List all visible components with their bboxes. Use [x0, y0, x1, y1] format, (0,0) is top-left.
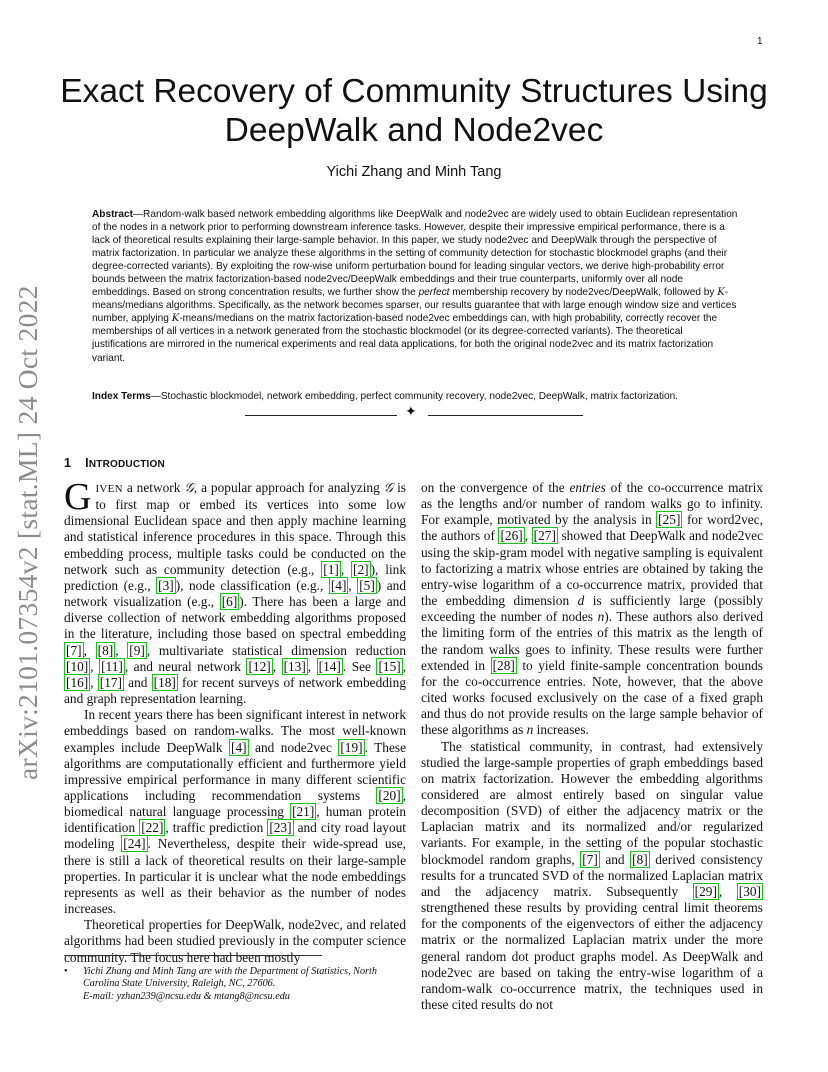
index-terms	[92, 390, 738, 403]
citation-link[interactable]: [23]	[269, 820, 292, 836]
section-title-initial: I	[85, 456, 89, 470]
citation-link[interactable]: [7]	[66, 642, 82, 658]
citation-link[interactable]: [20]	[378, 787, 401, 803]
paragraph	[64, 476, 407, 707]
text: ,	[272, 658, 282, 674]
abstract-emphasis: perfect	[418, 287, 450, 299]
footnote	[64, 966, 406, 1003]
citation-link[interactable]: [29]	[694, 883, 717, 899]
text: ,	[402, 658, 407, 674]
text: ) and network visualization (e.g.,	[64, 577, 406, 610]
text: and	[599, 851, 631, 867]
text: is to first map or embed its vertices into some low dimensional Euclidean space and then apply machine learning and statistical inference procedures in this space. Through this embedding process, multiple tasks could be conducted on the network such as community detection (e.g.,	[64, 480, 406, 577]
citation-link[interactable]: [30]	[738, 883, 761, 899]
section-number: 1	[64, 456, 72, 470]
text: ,	[83, 642, 96, 658]
math-graph-symbol: 𝒢	[184, 480, 194, 495]
authors: Yichi Zhang and Minh Tang	[326, 164, 502, 180]
paragraph	[421, 480, 763, 739]
separator-star-icon: ✦	[405, 405, 417, 420]
text: , biomedical natural language processing	[64, 787, 406, 820]
title-line-1: Exact Recovery of Community Structures Using	[60, 73, 768, 110]
abstract-text: -means/medians on the matrix factorization-based node2vec embeddings can, with high probability, correctly recover the memberships of all vertices in a network generated from the stochastic blockmodel (or its degree-corrected variants). The theoretical justifications are mirrored in the numerical experiments and real data applications, for both the original node2vec and its matrix factorization variant.	[92, 313, 718, 364]
text: a network	[122, 480, 185, 495]
citation-link[interactable]: [8]	[632, 851, 648, 867]
drop-cap: G	[64, 476, 92, 518]
text: derived consistency results for a truncated SVD of the normalized Laplacian matrix and the adjacency matrix. Subsequently	[421, 851, 763, 899]
text: of the co-occurrence matrix as the lengths and/or number of random walks go to infinity. For example, motivated by the analysis in	[421, 480, 764, 528]
math-n: n	[597, 609, 605, 625]
separator-rule-right	[428, 415, 583, 416]
emphasis: entries	[569, 480, 606, 495]
footnote-rule	[64, 955, 322, 956]
text: . These algorithms are computationally efficient and furthermore yield impressive empirical performance in many different scientific applications including recommendation systems	[64, 739, 407, 803]
paragraph: Theoretical properties for DeepWalk, node2vec, and related algorithms had been studied previously in the computer science community. The focus here had been mostly	[64, 917, 406, 965]
citation-link[interactable]: [19]	[340, 739, 363, 755]
text: ). These authors also derived the limiting form of the entries of this matrix as the length of the random walks goes to infinity. These results were further extended in	[421, 609, 764, 673]
section-title-rest: NTRODUCTION	[88, 459, 165, 470]
text: and	[123, 674, 152, 690]
text: In recent years there has been significant interest in network embeddings based on random-walks. The most well-known examples include DeepWalk	[64, 707, 406, 755]
citation-link[interactable]: [3]	[158, 577, 174, 593]
citation-link[interactable]: [24]	[123, 836, 146, 852]
abstract-label: Abstract	[92, 209, 133, 220]
math-n: n	[526, 722, 534, 738]
citation-link[interactable]: [25]	[658, 512, 681, 528]
citation-link[interactable]: [5]	[359, 577, 375, 593]
text: ,	[340, 561, 352, 577]
text: for word2vec, the authors of	[421, 512, 763, 544]
text: showed that DeepWalk and node2vec using the skip-gram model with negative sampling is equivalent to factorizing a matrix whose entries are obtained by taking the entry-wise logarithm of a co-occurrence matrix, provided that the embedding dimension	[421, 528, 763, 609]
text: The statistical community, in contrast, had extensively studied the large-sample properties of graph embeddings based on matrix factorization. However the embedding algorithms considered are almost entirely based on singular value decomposition (SVD) of either the adjacency matrix or the Laplacian matrix and its normalized and/or regularized variants. For example, in the setting of the popular stochastic blockmodel random graphs,	[421, 738, 763, 867]
text: , traffic prediction	[165, 820, 268, 836]
text: increases.	[533, 722, 589, 738]
citation-link[interactable]: [12]	[248, 658, 271, 674]
citation-link[interactable]: [21]	[292, 804, 315, 820]
text: and node2vec	[248, 739, 339, 755]
paragraph	[64, 707, 406, 917]
text: ,	[115, 642, 128, 658]
text: , a popular approach for analyzing	[193, 480, 384, 495]
citation-link[interactable]: [22]	[141, 820, 164, 836]
citation-link[interactable]: [10]	[66, 658, 89, 674]
math-graph-symbol: 𝒢	[383, 480, 394, 495]
text: ,	[90, 674, 98, 690]
text: ,	[718, 883, 737, 899]
bullet-icon: •	[64, 966, 68, 977]
citation-link[interactable]: [7]	[582, 851, 598, 867]
citation-link[interactable]: [8]	[97, 642, 114, 658]
citation-link[interactable]: [28]	[492, 657, 515, 673]
citation-link[interactable]: [2]	[353, 561, 369, 577]
citation-link[interactable]: [1]	[323, 561, 339, 577]
abstract-text: -means/medians algorithms. Specifically, as the network becomes sparser, our results guarantee that with large enough window size and vertices number, applying	[92, 287, 737, 325]
citation-link[interactable]: [17]	[99, 674, 122, 690]
citation-link[interactable]: [16]	[66, 674, 89, 690]
index-terms-text: —Stochastic blockmodel, network embedding, perfect community recovery, node2vec, DeepWalk, matrix factorization.	[150, 391, 679, 402]
separator-rule-left	[245, 415, 397, 416]
arxiv-stamp: arXiv:2101.07354v2 [stat.ML] 24 Oct 2022	[12, 285, 43, 780]
math-k: K	[717, 287, 725, 299]
footnote-affiliation: Yichi Zhang and Minh Tang are with the Department of Statistics, North Carolina State University, Raleigh, NC, 27606.	[83, 966, 377, 990]
section-heading	[64, 456, 165, 470]
index-terms-label: Index Terms	[92, 391, 151, 402]
paper-title	[60, 72, 768, 150]
text: strengthened these results by providing central limit theorems for the components of the eigenvectors of either the adjacency matrix or the normalized Laplacian matrix under the more general random dot product graphs model. As DeepWalk and node2vec are based on taking the entry-wise logarithm of a random-walk co-occurrence matrix, the techniques used in these cited results do not	[421, 900, 763, 1012]
text: ), node classification (e.g.,	[175, 577, 329, 593]
citation-link[interactable]: [13]	[283, 658, 306, 674]
text: ,	[348, 577, 358, 593]
citation-link[interactable]: [4]	[231, 739, 247, 755]
citation-link[interactable]: [6]	[221, 594, 238, 610]
text: . Nevertheless, despite their wide-spread use, there is still a lack of theoretical results on their large-sample properties. In particular it is unclear what the node embeddings represents as well as their behavior as the number of nodes increases.	[64, 836, 406, 917]
text: and city road layout modeling	[64, 820, 407, 852]
text: for recent surveys of network embedding and graph representation learning.	[64, 674, 406, 707]
citation-link[interactable]: [15]	[378, 658, 401, 674]
citation-link[interactable]: [26]	[500, 528, 523, 544]
text: , multivariate statistical dimension reduction	[146, 642, 406, 658]
text: on the convergence of the	[421, 480, 570, 495]
text: , and neural network	[124, 658, 247, 674]
footnote-email: E-mail: yzhan239@ncsu.edu & mtang8@ncsu.edu	[83, 990, 290, 1002]
text: ,	[90, 658, 100, 674]
math-d: d	[577, 593, 585, 609]
citation-link[interactable]: [4]	[330, 577, 347, 593]
title-line-2: DeepWalk and Node2vec	[224, 112, 604, 149]
paragraph	[421, 739, 763, 1014]
abstract-text: —Random-walk based network embedding algorithms like DeepWalk and node2vec are widely used to obtain Euclidean representation of the nodes in a network prior to performing downstream inference tasks. However, despite their impressive empirical performance, there is a lack of theoretical results explaining their large-sample behavior. In this paper, we study node2vec and DeepWalk through the perspective of matrix factorization. In particular we analyze these algorithms in the setting of community detection for stochastic blockmodel graphs (and their degree-corrected variants). By exploiting the row-wise uniform perturbation bound for leading singular vectors, we derive high-probability error bounds between the matrix factorization-based node2vec/DeepWalk embeddings and their true counterparts, uniformly over all node embeddings. Based on strong concentration results, we further show the	[92, 209, 738, 299]
lead-in: IVEN	[95, 483, 123, 495]
text: , human protein identification	[64, 804, 406, 836]
text: ), link prediction (e.g.,	[64, 561, 407, 593]
citation-link[interactable]: [9]	[129, 642, 145, 658]
citation-link[interactable]: [14]	[318, 658, 341, 674]
body-column-right	[421, 480, 763, 1013]
text: . See	[342, 658, 377, 674]
abstract-text: membership recovery by node2vec/DeepWalk, followed by	[449, 287, 718, 299]
abstract	[92, 208, 738, 365]
text: ,	[524, 528, 532, 544]
citation-link[interactable]: [18]	[153, 674, 176, 690]
page-number: 1	[757, 36, 763, 47]
text: is sufficiently large (possibly exceeding the number of nodes	[421, 593, 763, 625]
text: ,	[307, 658, 317, 674]
body-column-left	[64, 476, 407, 966]
citation-link[interactable]: [11]	[101, 658, 123, 674]
citation-link[interactable]: [27]	[533, 528, 556, 544]
text: ). There has been a large and diverse collection of network embedding algorithms proposed in the literature, including those based on spectral embedding	[64, 594, 406, 642]
math-k: K	[171, 313, 180, 325]
text: to yield finite-sample concentration bounds for the co-occurrence entries. Note, however, that the above cited works focused exclusively on the case of a fixed graph and thus do not provide results on the large sample behavior of these algorithms as	[421, 657, 764, 738]
